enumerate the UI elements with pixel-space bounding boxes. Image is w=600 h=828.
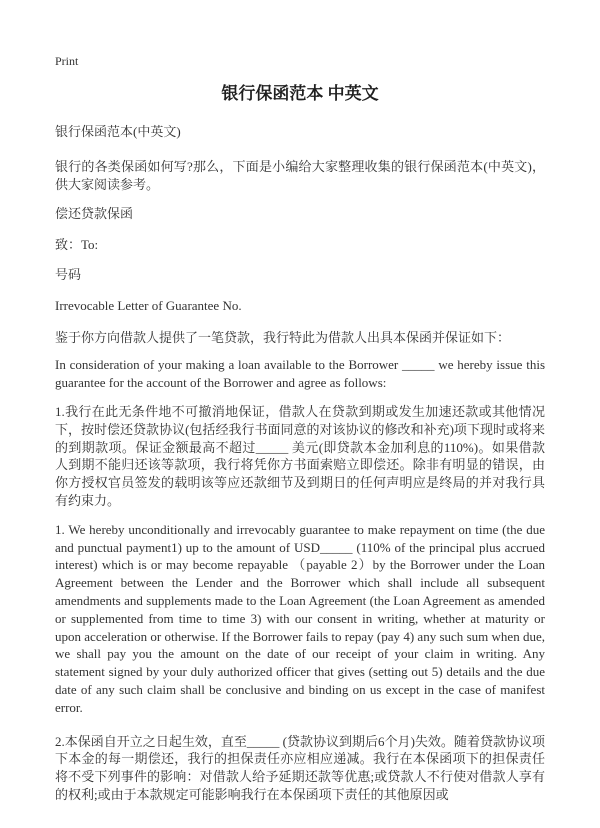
clause1-zh: 1.我行在此无条件地不可撤消地保证，借款人在贷款到期或发生加速还款或其他情况下，按时偿还贷款协议(包括经我行书面同意的对该协议的修改和补充)项下现时或将来的到期款项。保证金额最高不超过_____ 美元(即贷款本金加利息的110%)。如果借款人到期不能归还该等款项，我行将凭你方书面索赔立即偿还。除非有明显的错误，由你方授权官员签发的载明该等应还款细节及到期日的任何声明应是终局的并对我行具有约束力。 <box>55 403 545 508</box>
section-heading: 偿还贷款保函 <box>55 206 134 222</box>
clause1-en: 1. We hereby unconditionally and irrevocably guarantee to make repayment on time (the due and punctual payment1) up to the amount of USD_____ (110% of the principal plus accrued interest) which is or may become repayable （payable 2）by the Borrower under the Loan Agreement between the Lender and the Borrower which shall include all subsequent amendments and supplements made to the Loan Agreement (the Loan Agreement as amended or supplemented from time to time 3) with our consent in writing, whether at maturity or upon acceleration or otherwise. If the Borrower fails to repay (pay 4) any such sum when due, we shall pay you the amount on the date of our receipt of your claim in writing. Any statement signed by your duly authorized officer that gives (setting out 5) details and the due date of any such claim shall be conclusive and binding on us except in the case of manifest error. <box>55 521 545 715</box>
print-link[interactable]: Print <box>55 54 79 68</box>
guarantee-title-en: Irrevocable Letter of Guarantee No. <box>55 297 242 313</box>
intro-paragraph: 银行的各类保函如何写?那么，下面是小编给大家整理收集的银行保函范本(中英文)，供大家阅读参考。 <box>55 158 545 192</box>
document-subtitle: 银行保函范本(中英文) <box>55 124 181 139</box>
clause2-zh: 2.本保函自开立之日起生效，直至_____ (贷款协议到期后6个月)失效。随着贷款协议项下本金的每一期偿还，我行的担保责任亦应相应递减。我行在本保函项下的担保责任将不受下列事件的影响：对借款人给予延期还款等优惠;或贷款人不行使对借款人享有的权利;或由于本款规定可能影响我行在本保函项下责任的其他原因或 <box>55 733 545 802</box>
recital-en: In consideration of your making a loan available to the Borrower _____ we hereby issue this guarantee for the account of the Borrower and agree as follows: <box>55 357 545 391</box>
recital-zh: 鉴于你方向借款人提供了一笔贷款，我行特此为借款人出具本保函并保证如下： <box>55 329 511 345</box>
guarantee-number-label: 号码 <box>55 266 82 282</box>
addressee-line: 致：To: <box>55 237 99 253</box>
page-title: 银行保函范本 中英文 <box>221 84 379 103</box>
